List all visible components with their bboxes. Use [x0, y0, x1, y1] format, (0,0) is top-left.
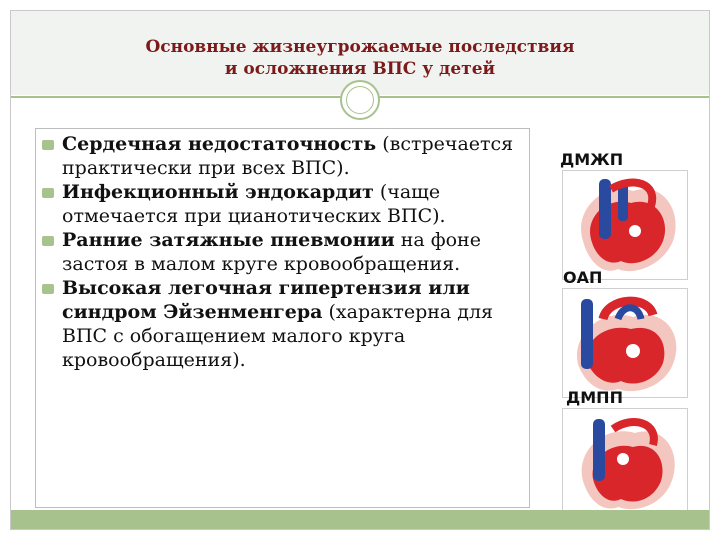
item-text: (характерна для ВПС с обогащением малого круга кровообращения).: [62, 301, 494, 371]
item-title: Инфекционный эндокардит: [62, 181, 374, 203]
heart-pda-diagram-icon: [562, 288, 688, 398]
item-title: Высокая легочная гипертензия или синдром Эйзенменгера: [62, 277, 470, 323]
list-item: [42, 276, 522, 372]
item-text: (чаще отмечается при цианотических ВПС).: [62, 181, 446, 227]
heart-asd-diagram-icon: [562, 408, 688, 518]
item-text: на фоне застоя в малом круге кровообращения.: [62, 229, 481, 275]
image-label-vsd: ДМЖП: [560, 150, 624, 169]
footer-bar: [11, 510, 709, 529]
item-title: Ранние затяжные пневмонии: [62, 229, 395, 251]
heart-vsd-diagram-icon: [562, 170, 688, 280]
image-label-asd: ДМПП: [566, 388, 623, 407]
item-title: Сердечная недостаточность: [62, 133, 377, 155]
title-line-1: Основные жизнеугрожаемые последствия: [145, 37, 575, 57]
title-line-2: и осложнения ВПС у детей: [224, 59, 496, 79]
list-item: [42, 132, 522, 180]
slide-title: [40, 36, 680, 80]
complications-list: [42, 132, 522, 372]
image-label-pda: ОАП: [563, 268, 603, 287]
list-item: [42, 180, 522, 228]
circle-emblem-icon: [340, 80, 380, 120]
item-text: (встречается практически при всех ВПС).: [62, 133, 514, 179]
list-item: [42, 228, 522, 276]
